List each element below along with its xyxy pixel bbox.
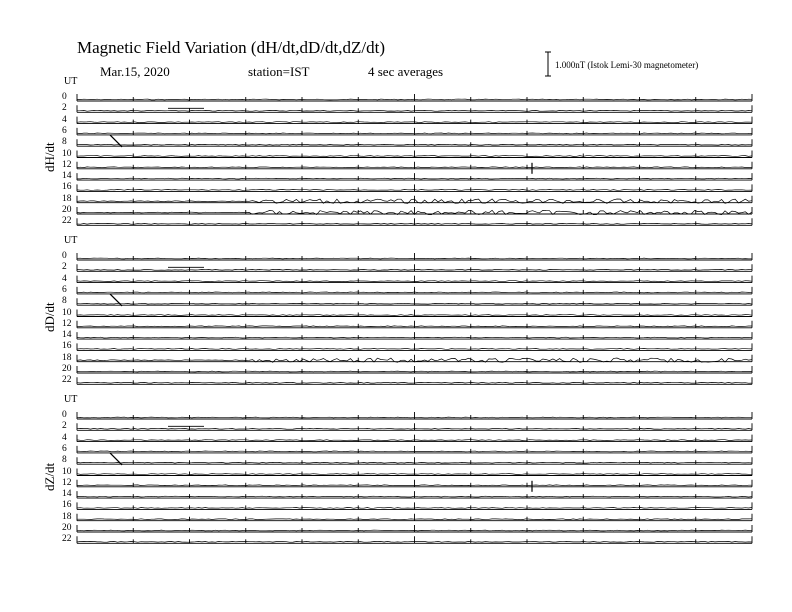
hour-label: 22 xyxy=(62,375,72,386)
ut-label: UT xyxy=(64,76,78,87)
trace-line xyxy=(77,269,752,270)
hour-label: 16 xyxy=(62,500,72,511)
hour-label: 8 xyxy=(62,296,67,307)
hour-label: 20 xyxy=(62,364,72,374)
hour-label: 12 xyxy=(62,318,72,329)
panel-ylabel: dH/dt xyxy=(42,142,57,172)
hour-label: 4 xyxy=(62,114,67,125)
panel-1 xyxy=(77,253,752,384)
station-label: station=IST xyxy=(248,64,310,79)
hour-label: 10 xyxy=(62,466,72,477)
hour-label: 12 xyxy=(62,477,72,488)
hour-label: 6 xyxy=(62,284,67,295)
hour-label: 2 xyxy=(62,421,67,432)
panel-ylabel: dZ/dt xyxy=(42,462,57,491)
hour-label: 12 xyxy=(62,159,72,170)
hour-label: 8 xyxy=(62,455,67,466)
hour-label: 14 xyxy=(62,171,72,182)
hour-label: 0 xyxy=(62,251,67,261)
hour-label: 22 xyxy=(62,216,72,227)
date-label: Mar.15, 2020 xyxy=(100,64,170,79)
hour-label: 10 xyxy=(62,148,72,159)
hour-label: 6 xyxy=(62,125,67,136)
hour-label: 2 xyxy=(62,103,67,114)
scale-label: 1.000nT (Istok Lemi-30 magnetometer) xyxy=(555,60,699,70)
hour-label: 2 xyxy=(62,262,67,273)
trace-line xyxy=(77,519,752,520)
trace-line xyxy=(77,178,752,179)
hour-label: 14 xyxy=(62,330,72,341)
averaging-label: 4 sec averages xyxy=(368,64,444,79)
ut-label: UT xyxy=(64,394,78,405)
hour-label: 16 xyxy=(62,182,72,193)
hour-label: 6 xyxy=(62,443,67,454)
trace-line xyxy=(77,326,752,327)
panel-ylabel: dD/dt xyxy=(42,302,57,332)
hour-label: 20 xyxy=(62,205,72,215)
hour-label: 8 xyxy=(62,137,67,148)
trace-line xyxy=(77,474,752,475)
hour-label: 18 xyxy=(62,193,72,204)
hour-label: 0 xyxy=(62,410,67,420)
hour-label: 18 xyxy=(62,352,72,363)
hour-label: 22 xyxy=(62,534,72,545)
hour-label: 4 xyxy=(62,432,67,443)
hour-label: 0 xyxy=(62,92,67,102)
hour-label: 18 xyxy=(62,511,72,522)
hour-label: 20 xyxy=(62,523,72,533)
hour-label: 10 xyxy=(62,307,72,318)
chart-title: Magnetic Field Variation (dH/dt,dD/dt,dZ/dt) xyxy=(77,38,386,57)
panel-2 xyxy=(77,412,752,543)
hour-label: 4 xyxy=(62,273,67,284)
hour-label: 14 xyxy=(62,489,72,500)
ut-label: UT xyxy=(64,235,78,246)
panel-0 xyxy=(77,94,752,225)
hour-label: 16 xyxy=(62,341,72,352)
